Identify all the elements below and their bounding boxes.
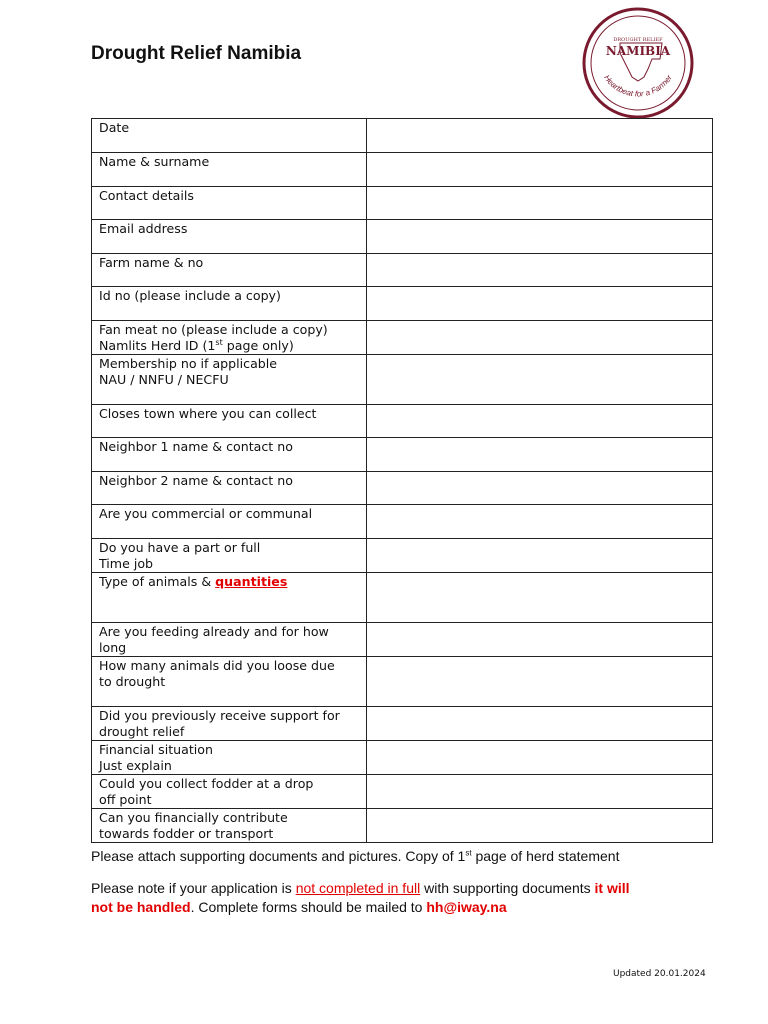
answer-cell[interactable] <box>367 623 713 657</box>
row-label: Neighbor 2 name & contact no <box>99 473 293 488</box>
table-row <box>92 472 713 505</box>
application-form-table <box>91 118 713 843</box>
table-row <box>92 809 713 843</box>
completion-note: Please note if your application is not completed in full with supporting documents it will not be handled. Complete forms should be mailed to hh@iway.na <box>91 880 630 915</box>
logo-slogan: Heartbeat for a Farmer <box>602 73 674 99</box>
answer-cell[interactable] <box>367 505 713 539</box>
table-row <box>92 775 713 809</box>
row-label: Name & surname <box>99 154 210 169</box>
table-row <box>92 505 713 539</box>
answer-cell[interactable] <box>367 355 713 405</box>
table-row <box>92 438 713 472</box>
updated-date: Updated 20.01.2024 <box>613 969 706 979</box>
row-label: How many animals did you loose due to drought <box>99 658 335 689</box>
row-label: Farm name & no <box>99 255 204 270</box>
row-label: Email address <box>99 221 188 236</box>
answer-cell[interactable] <box>367 187 713 220</box>
table-row <box>92 287 713 321</box>
answer-cell[interactable] <box>367 153 713 187</box>
answer-cell[interactable] <box>367 809 713 843</box>
row-label: Membership no if applicable NAU / NNFU / NECFU <box>99 356 278 387</box>
table-row <box>92 707 713 741</box>
row-label: Could you collect fodder at a drop off point <box>99 776 314 807</box>
answer-cell[interactable] <box>367 438 713 472</box>
answer-cell[interactable] <box>367 405 713 438</box>
answer-cell[interactable] <box>367 472 713 505</box>
attach-note: Please attach supporting documents and pictures. Copy of 1st page of herd statement <box>91 848 620 864</box>
namibia-logo <box>582 7 694 119</box>
table-row <box>92 657 713 707</box>
row-label: Fan meat no (please include a copy) Namlits Herd ID (1st page only) <box>99 322 328 353</box>
page-title: Drought Relief Namibia <box>91 43 302 64</box>
table-row <box>92 220 713 254</box>
answer-cell[interactable] <box>367 321 713 355</box>
table-row <box>92 405 713 438</box>
table-row <box>92 187 713 220</box>
email-link[interactable]: hh@iway.na <box>426 899 507 915</box>
answer-cell[interactable] <box>367 287 713 321</box>
answer-cell[interactable] <box>367 741 713 775</box>
table-row <box>92 539 713 573</box>
table-row <box>92 119 713 153</box>
answer-cell[interactable] <box>367 573 713 623</box>
row-label: Are you commercial or communal <box>99 506 313 521</box>
row-label: Type of animals & quantities <box>99 574 288 589</box>
row-label: Financial situation Just explain <box>99 742 213 773</box>
not-completed-text: not completed in full <box>295 880 421 896</box>
table-row <box>92 153 713 187</box>
svg-text:Heartbeat for a Farmer <box>602 73 674 98</box>
table-row <box>92 321 713 355</box>
row-label: Neighbor 1 name & contact no <box>99 439 293 454</box>
quantities-highlight: quantities <box>215 574 288 589</box>
logo-name: NAMIBIA <box>605 44 671 58</box>
row-label: Id no (please include a copy) <box>99 288 281 303</box>
logo-top-text: DROUGHT RELIEF <box>613 37 663 43</box>
answer-cell[interactable] <box>367 707 713 741</box>
table-row <box>92 741 713 775</box>
answer-cell[interactable] <box>367 539 713 573</box>
answer-cell[interactable] <box>367 657 713 707</box>
row-label: Can you financially contribute towards fodder or transport <box>99 810 288 841</box>
table-row <box>92 355 713 405</box>
answer-cell[interactable] <box>367 254 713 287</box>
row-label: Do you have a part or full Time job <box>99 540 261 571</box>
row-label: Date <box>99 120 130 135</box>
table-row <box>92 623 713 657</box>
answer-cell[interactable] <box>367 119 713 153</box>
row-label: Closes town where you can collect <box>99 406 317 421</box>
answer-cell[interactable] <box>367 775 713 809</box>
table-row <box>92 573 713 623</box>
table-row <box>92 254 713 287</box>
row-label: Did you previously receive support for drought relief <box>99 708 340 739</box>
row-label: Are you feeding already and for how long <box>99 624 329 655</box>
answer-cell[interactable] <box>367 220 713 254</box>
row-label: Contact details <box>99 188 194 203</box>
